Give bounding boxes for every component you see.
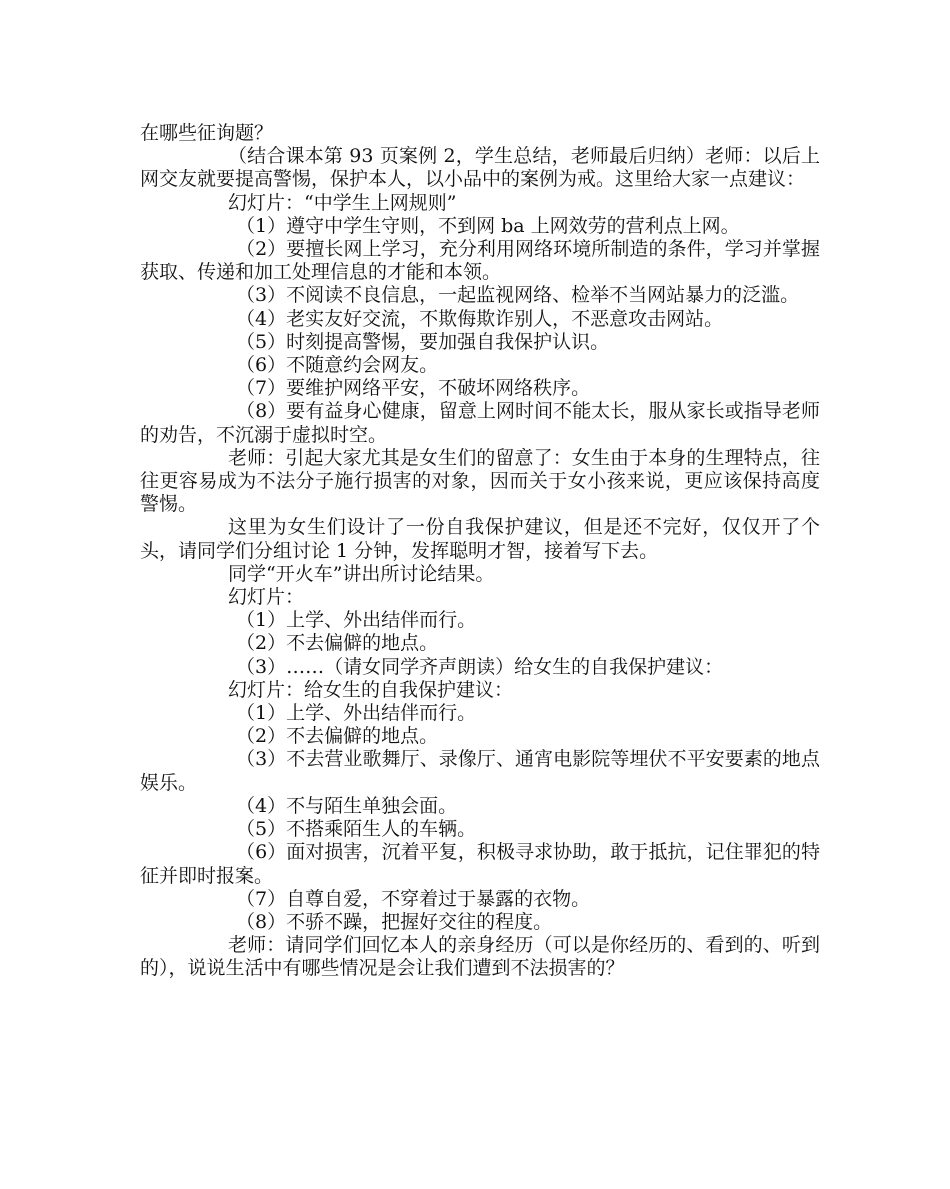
list-item: （5）不搭乘陌生人的车辆。	[236, 818, 477, 841]
list-item: （1）上学、外出结伴而行。	[236, 702, 477, 725]
slide-heading: 幻灯片：“中学生上网规则”	[228, 191, 457, 214]
document-body	[140, 122, 820, 981]
list-item: （8）要有益身心健康，留意上网时间不能太长，服从家长或指导老师的劝告，不沉溺于虚拟时空。	[140, 400, 820, 446]
list-item: （2）不去偏僻的地点。	[236, 725, 439, 748]
list-item: （6）面对损害，沉着平复，积极寻求协助，敢于抵抗，记住罪犯的特征并即时报案。	[140, 841, 820, 887]
paragraph: （结合课本第 93 页案例 2，学生总结，老师最后归纳）老师：以后上网交友就要提高警惕，保护本人，以小品中的案例为戒。这里给大家一点建议：	[140, 145, 820, 191]
list-item: （6）不随意约会网友。	[236, 354, 439, 377]
slide-heading: 幻灯片：给女生的自我保护建议：	[228, 678, 514, 701]
list-item: （1）上学、外出结伴而行。	[236, 609, 477, 632]
list-item: （2）不去偏僻的地点。	[236, 632, 439, 655]
paragraph: 老师：请同学们回忆本人的亲身经历（可以是你经历的、看到的、听到的），说说生活中有哪些情况是会让我们遭到不法损害的？	[140, 934, 820, 980]
list-item: （4）不与陌生单独会面。	[236, 794, 458, 817]
paragraph: 在哪些征询题？	[140, 122, 274, 144]
paragraph: 同学“开火车”讲出所讨论结果。	[228, 562, 495, 585]
slide-heading: 幻灯片：	[228, 586, 305, 609]
list-item: （3）不去营业歌舞厅、录像厅、通宵电影院等埋伏不平安要素的地点娱乐。	[140, 748, 820, 794]
list-item: （7）自尊自爱，不穿着过于暴露的衣物。	[236, 887, 591, 910]
list-item: （4）老实友好交流，不欺侮欺诈别人，不恶意攻击网站。	[236, 307, 724, 330]
list-item: （1）遵守中学生守则，不到网 ba 上网效劳的营利点上网。	[236, 214, 740, 237]
paragraph: 这里为女生们设计了一份自我保护建议，但是还不完好，仅仅开了个头，请同学们分组讨论 1 分钟，发挥聪明才智，接着写下去。	[140, 516, 820, 562]
list-item: （8）不骄不躁，把握好交往的程度。	[236, 910, 553, 933]
list-item: （3）不阅读不良信息，一起监视网络、检举不当网站暴力的泛滥。	[236, 284, 800, 307]
list-item: （3）……（请女同学齐声朗读）给女生的自我保护建议：	[236, 655, 724, 678]
list-item: （5）时刻提高警惕，要加强自我保护认识。	[236, 330, 610, 353]
list-item: （2）要擅长网上学习，充分利用网络环境所制造的条件，学习并掌握获取、传递和加工处理信息的才能和本领。	[140, 238, 820, 284]
list-item: （7）要维护网络平安，不破坏网络秩序。	[236, 377, 591, 400]
paragraph: 老师：引起大家尤其是女生们的留意了：女生由于本身的生理特点，往往更容易成为不法分子施行损害的对象，因而关于女小孩来说，更应该保持高度警惕。	[140, 446, 820, 516]
